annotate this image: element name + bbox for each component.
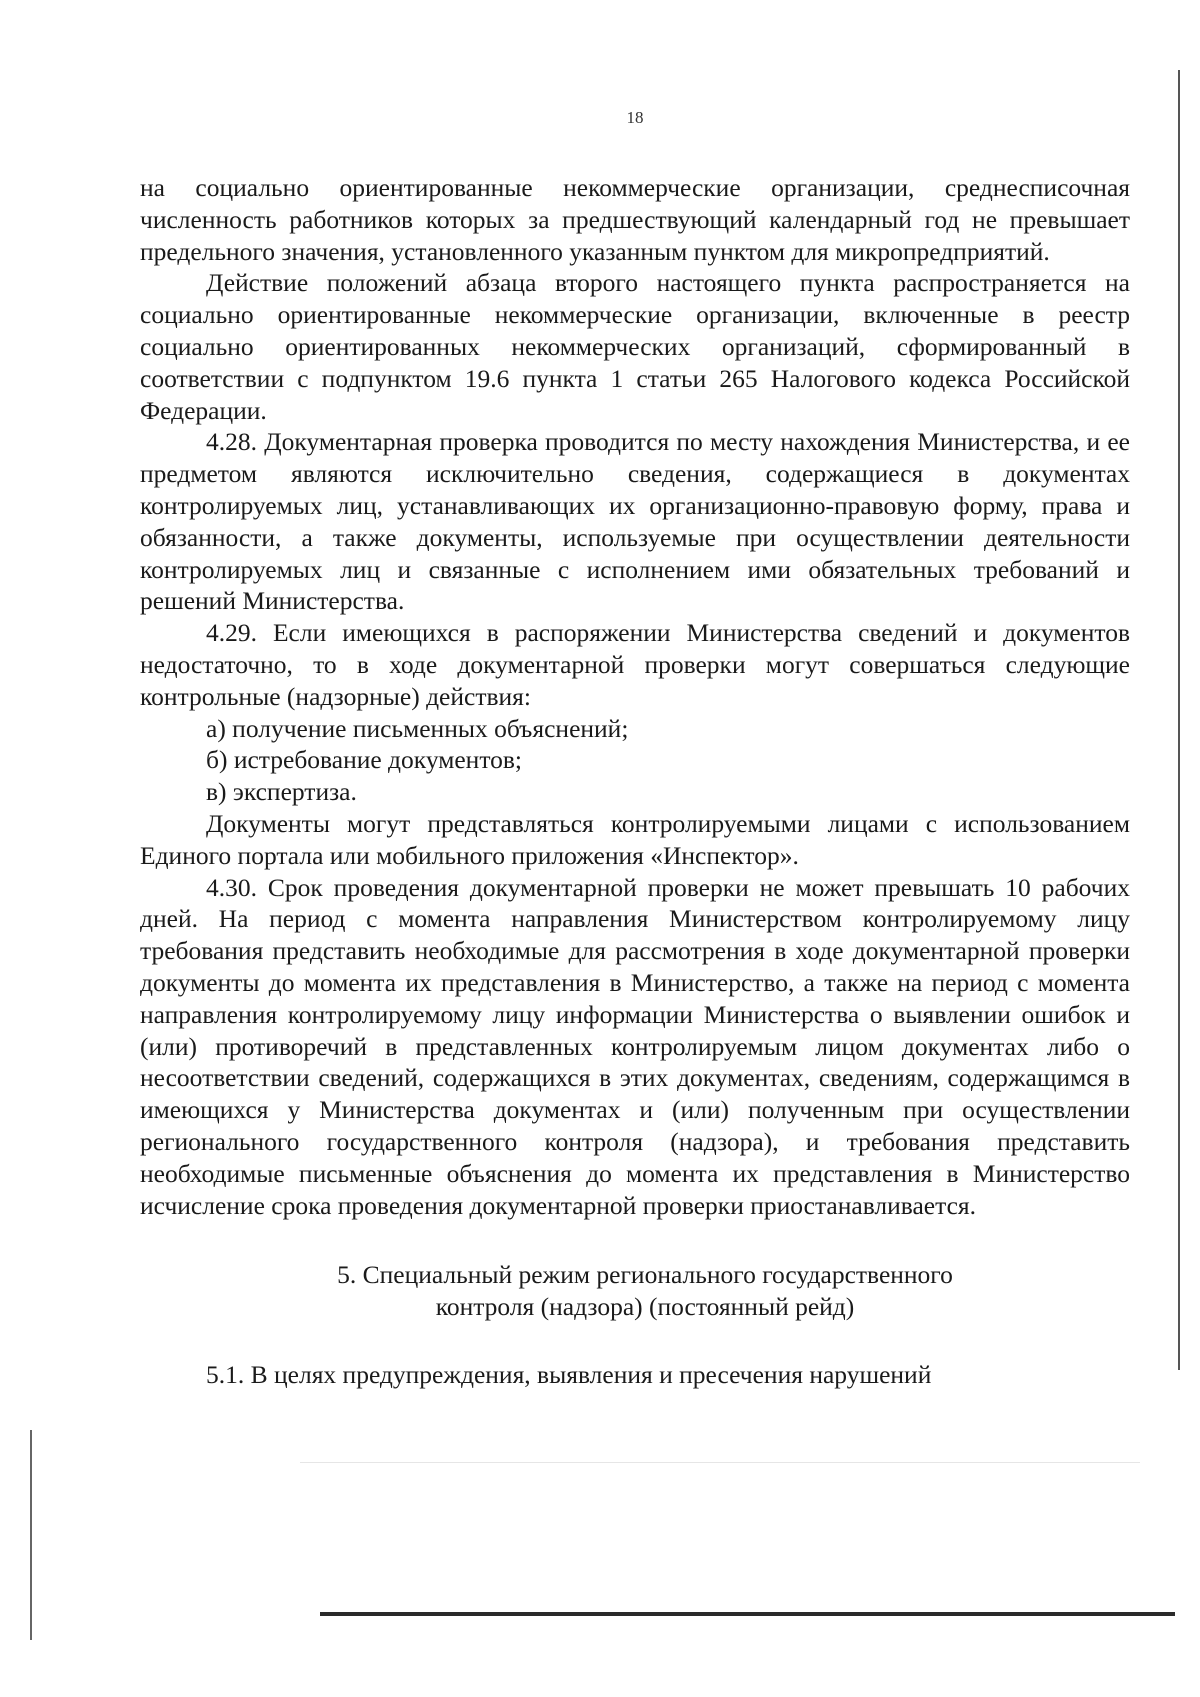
scan-bottom-line [320,1612,1175,1616]
section-heading-5 [140,1259,1130,1323]
list-item-c: в) экспертиза. [206,777,357,807]
section-heading-line-2: контроля (надзора) (постоянный рейд) [435,1292,855,1322]
paragraph-continuation: на социально ориентированные некоммерческие организации, среднесписочная численность работников которых за предшествующий календарный год не превышает предельного значения, установленного указанным пунктом для микропредприятий. [140,173,1130,266]
paragraph-documents: Документы могут представляться контролируемыми лицами с использованием Единого портала или мобильного приложения «Инспектор». [140,808,1130,870]
paragraph-action-provisions: Действие положений абзаца второго настоящего пункта распространяется на социально ориентированные некоммерческие организации, включенные в реестр социально ориентированных некоммерческих организаций, сформированный в соответствии с подпунктом 19.6 пункта 1 статьи 265 Налогового кодекса Российской Федерации. [140,268,1130,425]
list-item-b: б) истребование документов; [206,745,523,775]
scan-faint-line [300,1462,1140,1463]
list-item-a: а) получение письменных объяснений; [206,713,629,743]
paragraph-5-1: 5.1. В целях предупреждения, выявления и пресечения нарушений [206,1359,932,1389]
paragraph-4-30: 4.30. Срок проведения документарной проверки не может превышать 10 рабочих дней. На период с момента направления Министерством контролируемому лицу требования представить необходимые для рассмотрения в ходе документарной проверки документы до момента их представления в Министерство, а также на период с момента направления контролируемому лицу информации Министерства о выявлении ошибок и (или) противоречий в представленных контролируемым лицом документах либо о несоответствии сведений, содержащихся в этих документах, сведениям, содержащимся в имеющихся у Министерства документах и (или) полученным при осуществлении регионального государственного контроля (надзора), и требования представить необходимые письменные объяснения до момента их представления в Министерство исчисление срока проведения документарной проверки приостанавливается. [140,872,1130,1220]
scan-left-border [30,1430,32,1640]
section-heading-line-1: 5. Специальный режим регионального государственного [337,1260,953,1290]
paragraph-4-29: 4.29. Если имеющихся в распоряжении Министерства сведений и документов недостаточно, то в ходе документарной проверки могут совершаться следующие контрольные (надзорные) действия: [140,618,1130,711]
page-number: 18 [626,108,644,127]
document-body [140,172,1130,1391]
scan-right-border [1178,70,1180,1370]
paragraph-4-28: 4.28. Документарная проверка проводится по месту нахождения Министерства, и ее предметом являются исключительно сведения, содержащиеся в документах контролируемых лиц, устанавливающих их организационно-правовую форму, права и обязанности, а также документы, используемые при осуществлении деятельности контролируемых лиц и связанные с исполнением ими обязательных требований и решений Министерства. [140,427,1130,616]
